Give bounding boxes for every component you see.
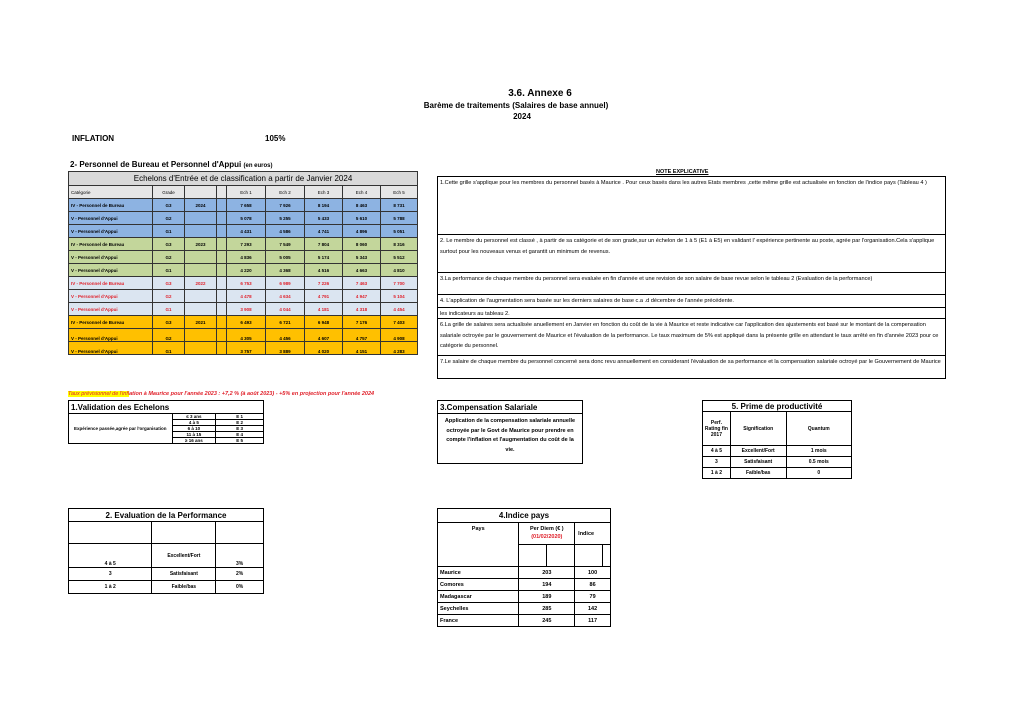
inflation-note-rest: ation à Maurice pour l'année 2023 : +7,2 % (à août 2023) - +5% en projection pour l'année 2024 xyxy=(129,391,375,397)
salary-grid-header-cell: Ech 4 xyxy=(343,186,381,199)
note-item: 4. L'application de l'augmentation sera basée sur les derniers salaires de base c.a .d décembre de l'année précédente. xyxy=(437,294,946,307)
echelon-5-cell: 8 316 xyxy=(381,238,418,251)
indice-pays-table xyxy=(437,508,611,627)
category-cell: IV - Personnel de Bureau xyxy=(69,238,153,251)
echelon-1-cell: 3 908 xyxy=(227,303,266,316)
perdiem-header xyxy=(519,523,575,545)
indice-value: 86 xyxy=(575,579,611,591)
echelon-4-cell: 8 060 xyxy=(343,238,381,251)
inflation-note-highlighted: Taux prévisionnel de l'infl xyxy=(68,391,130,397)
spacer-cell xyxy=(217,290,227,303)
empty-cell xyxy=(519,545,547,567)
inflation-value: 105% xyxy=(265,134,286,143)
prime-row xyxy=(703,468,852,479)
echelon-5-cell: 7 700 xyxy=(381,277,418,290)
prime-signification: Excellent/Fort xyxy=(730,446,786,457)
indice-pays-title: 4.Indice pays xyxy=(438,509,611,523)
year-cell xyxy=(185,329,217,342)
experience-range: ≤ 3 ans xyxy=(172,414,216,420)
echelon-3-cell: 8 194 xyxy=(305,199,343,212)
echelon-1-cell: 7 293 xyxy=(227,238,266,251)
echelon-4-cell: 4 663 xyxy=(343,264,381,277)
echelon-1-cell: 6 753 xyxy=(227,277,266,290)
echelon-1-cell: 4 431 xyxy=(227,225,266,238)
category-cell: IV - Personnel de Bureau xyxy=(69,316,153,329)
grade-cell: G2 xyxy=(153,290,185,303)
echelon-5-cell: 7 403 xyxy=(381,316,418,329)
echelon-2-cell: 6 721 xyxy=(266,316,305,329)
evaluation-rating: 3 xyxy=(69,568,152,581)
evaluation-row xyxy=(69,544,264,568)
prime-quantum: 0 xyxy=(786,468,851,479)
experience-range: 4 à 5 xyxy=(172,420,216,426)
category-cell: V - Personnel d'Appui xyxy=(69,303,153,316)
salary-grid-body xyxy=(69,199,418,355)
perdiem-label: Per Diem (€ ) xyxy=(530,526,564,532)
evaluation-percent: 0% xyxy=(216,581,264,594)
indice-header: Indice xyxy=(575,523,611,545)
echelon-1-cell: 4 220 xyxy=(227,264,266,277)
echelon-1-cell: 4 305 xyxy=(227,329,266,342)
grade-cell: G1 xyxy=(153,225,185,238)
salary-grid-header-cell: Grade xyxy=(153,186,185,199)
echelon-3-cell: 4 516 xyxy=(305,264,343,277)
empty-cell xyxy=(69,522,152,544)
spacer-cell xyxy=(217,199,227,212)
pays-row xyxy=(438,591,611,603)
echelon-value: E 3 xyxy=(216,426,264,432)
category-cell: V - Personnel d'Appui xyxy=(69,342,153,355)
grade-cell: G1 xyxy=(153,303,185,316)
evaluation-percent: 2% xyxy=(216,568,264,581)
year-cell: 2021 xyxy=(185,316,217,329)
salary-grid-header-cell xyxy=(217,186,227,199)
salary-grid-header-cell xyxy=(185,186,217,199)
echelon-value: E 2 xyxy=(216,420,264,426)
pays-row xyxy=(438,615,611,627)
pays-row xyxy=(438,579,611,591)
year-cell xyxy=(185,303,217,316)
salary-grid-header-cell: Catégorie xyxy=(69,186,153,199)
echelon-1-cell: 5 078 xyxy=(227,212,266,225)
section-2-heading: 2- Personnel de Bureau et Personnel d'Appui xyxy=(70,160,242,169)
category-cell: V - Personnel d'Appui xyxy=(69,212,153,225)
salary-grid-row xyxy=(69,290,418,303)
note-explicative-title: NOTE EXPLICATIVE xyxy=(656,169,709,175)
prime-header-quantum: Quantum xyxy=(786,412,851,446)
salary-grid-row xyxy=(69,212,418,225)
echelon-4-cell: 4 757 xyxy=(343,329,381,342)
grade-cell: G2 xyxy=(153,212,185,225)
evaluation-performance-table xyxy=(68,508,264,594)
empty-cell xyxy=(216,522,264,544)
year-cell xyxy=(185,342,217,355)
note-item: 1.Cette grille s'applique pour les membres du personnel basés à Maurice . Pour ceux basés dans les autres Etats membres ,cette même grille est actualisée en fonction de l'indice pays (Tableau 4 ) xyxy=(437,176,946,234)
echelon-3-cell: 5 433 xyxy=(305,212,343,225)
echelon-4-cell: 7 463 xyxy=(343,277,381,290)
salary-grid-row xyxy=(69,199,418,212)
validation-echelons-block xyxy=(68,400,264,444)
echelon-4-cell: 8 463 xyxy=(343,199,381,212)
salary-grid-row xyxy=(69,277,418,290)
pays-name: Comores xyxy=(438,579,519,591)
perdiem-value: 189 xyxy=(519,591,575,603)
perdiem-value: 203 xyxy=(519,567,575,579)
echelon-1-cell: 4 478 xyxy=(227,290,266,303)
experience-label: Expérience passée,agrée par l'organisation xyxy=(69,414,173,444)
echelon-5-cell: 4 283 xyxy=(381,342,418,355)
perdiem-value: 285 xyxy=(519,603,575,615)
echelon-5-cell: 8 731 xyxy=(381,199,418,212)
prime-rating: 1 à 2 xyxy=(703,468,731,479)
echelon-3-cell: 4 020 xyxy=(305,342,343,355)
echelon-value: E 5 xyxy=(216,438,264,444)
category-cell: V - Personnel d'Appui xyxy=(69,251,153,264)
empty-cell xyxy=(603,545,611,567)
section-2-title xyxy=(70,160,273,169)
echelon-3-cell: 4 741 xyxy=(305,225,343,238)
document-title: 3.6. Annexe 6 xyxy=(508,88,572,99)
prime-row xyxy=(703,446,852,457)
echelon-2-cell: 5 255 xyxy=(266,212,305,225)
grade-cell: G2 xyxy=(153,251,185,264)
category-cell: IV - Personnel de Bureau xyxy=(69,199,153,212)
echelon-3-cell: 6 948 xyxy=(305,316,343,329)
echelon-5-cell: 5 104 xyxy=(381,290,418,303)
salary-grid-row xyxy=(69,329,418,342)
echelon-4-cell: 5 343 xyxy=(343,251,381,264)
echelon-2-cell: 7 926 xyxy=(266,199,305,212)
echelon-3-cell: 7 804 xyxy=(305,238,343,251)
spacer-cell xyxy=(217,303,227,316)
year-cell xyxy=(185,290,217,303)
echelon-3-cell: 4 607 xyxy=(305,329,343,342)
year-cell xyxy=(185,225,217,238)
prime-productivite-table xyxy=(702,400,852,479)
year-cell xyxy=(185,212,217,225)
evaluation-signification: Faible/bas xyxy=(152,581,216,594)
salary-grid-header-cell: Ech 2 xyxy=(266,186,305,199)
echelon-3-cell: 5 174 xyxy=(305,251,343,264)
document-year: 2024 xyxy=(513,112,531,121)
year-cell: 2022 xyxy=(185,277,217,290)
perdiem-date: (01/02/2020) xyxy=(531,534,563,540)
category-cell: V - Personnel d'Appui xyxy=(69,290,153,303)
echelon-3-cell: 4 791 xyxy=(305,290,343,303)
year-cell xyxy=(185,251,217,264)
echelon-1-cell: 3 757 xyxy=(227,342,266,355)
spacer-cell xyxy=(217,342,227,355)
prime-rating: 4 à 5 xyxy=(703,446,731,457)
empty-cell xyxy=(152,522,216,544)
evaluation-signification: Excellent/Fort xyxy=(152,544,216,568)
compensation-salariale-block xyxy=(437,400,583,464)
experience-range: 11 à 15 xyxy=(172,432,216,438)
echelon-5-cell: 4 454 xyxy=(381,303,418,316)
pays-row xyxy=(438,603,611,615)
prime-header-signification: Signification xyxy=(730,412,786,446)
echelon-4-cell: 7 176 xyxy=(343,316,381,329)
echelon-2-cell: 7 549 xyxy=(266,238,305,251)
perdiem-value: 245 xyxy=(519,615,575,627)
spacer-cell xyxy=(217,225,227,238)
category-cell: V - Personnel d'Appui xyxy=(69,225,153,238)
echelon-5-cell: 5 051 xyxy=(381,225,418,238)
inflation-forecast-note xyxy=(68,391,374,397)
evaluation-title: 2. Evaluation de la Performance xyxy=(69,509,264,522)
evaluation-rating: 1 à 2 xyxy=(69,581,152,594)
echelon-2-cell: 4 586 xyxy=(266,225,305,238)
grade-cell: G1 xyxy=(153,264,185,277)
pays-name: France xyxy=(438,615,519,627)
spacer-cell xyxy=(217,316,227,329)
grade-cell: G1 xyxy=(153,342,185,355)
prime-title: 5. Prime de productivité xyxy=(703,401,852,412)
pays-name: Maurice xyxy=(438,567,519,579)
grade-cell: G3 xyxy=(153,238,185,251)
evaluation-signification: Satisfaisant xyxy=(152,568,216,581)
echelon-5-cell: 4 810 xyxy=(381,264,418,277)
category-cell: V - Personnel d'Appui xyxy=(69,264,153,277)
pays-header: Pays xyxy=(438,523,519,567)
empty-cell xyxy=(547,545,575,567)
salary-grid-row xyxy=(69,316,418,329)
echelon-5-cell: 5 512 xyxy=(381,251,418,264)
prime-row xyxy=(703,457,852,468)
validation-title: 1.Validation des Echelons xyxy=(68,400,264,413)
evaluation-row xyxy=(69,568,264,581)
salary-grid-header-cell: Ech 1 xyxy=(227,186,266,199)
echelon-5-cell: 4 908 xyxy=(381,329,418,342)
spacer-cell xyxy=(217,277,227,290)
echelon-1-cell: 7 658 xyxy=(227,199,266,212)
salary-grid-title: Echelons d'Entrée et de classification a partir de Janvier 2024 xyxy=(69,172,418,186)
prime-signification: Faible/bas xyxy=(730,468,786,479)
echelon-2-cell: 4 634 xyxy=(266,290,305,303)
pays-name: Seychelles xyxy=(438,603,519,615)
echelon-3-cell: 4 181 xyxy=(305,303,343,316)
spacer-cell xyxy=(217,264,227,277)
echelon-2-cell: 5 005 xyxy=(266,251,305,264)
salary-grid-table xyxy=(68,171,418,355)
grade-cell: G3 xyxy=(153,277,185,290)
prime-signification: Satisfaisant xyxy=(730,457,786,468)
validation-table xyxy=(68,413,264,444)
salary-grid-header-cell: Ech 3 xyxy=(305,186,343,199)
echelon-3-cell: 7 226 xyxy=(305,277,343,290)
spacer-cell xyxy=(217,238,227,251)
document-subtitle: Barème de traitements (Salaires de base annuel) xyxy=(423,101,609,110)
empty-cell xyxy=(575,545,603,567)
salary-grid-row xyxy=(69,303,418,316)
spacer-cell xyxy=(217,212,227,225)
indice-value: 142 xyxy=(575,603,611,615)
year-cell xyxy=(185,264,217,277)
indice-value: 117 xyxy=(575,615,611,627)
echelon-1-cell: 4 836 xyxy=(227,251,266,264)
pays-row xyxy=(438,567,611,579)
perdiem-value: 194 xyxy=(519,579,575,591)
indice-value: 79 xyxy=(575,591,611,603)
inflation-label: INFLATION xyxy=(72,134,115,143)
salary-grid-header-cell: Ech 5 xyxy=(381,186,418,199)
echelon-4-cell: 5 610 xyxy=(343,212,381,225)
salary-grid-row xyxy=(69,238,418,251)
salary-grid-row xyxy=(69,251,418,264)
salary-grid-row xyxy=(69,342,418,355)
spacer-cell xyxy=(217,329,227,342)
echelon-value: E 4 xyxy=(216,432,264,438)
evaluation-rating: 4 à 5 xyxy=(69,544,152,568)
evaluation-row xyxy=(69,581,264,594)
note-item: 2. Le membre du personnel est classé , à partir de sa catégorie et de son grade,sur un échelon de 1 à 5 (E1 à E5) en validant l' expérience pertinente au poste, agrée par l'organisation.Cela s'applique surtout pour les nouveaux venus et garantit un minimum de revenus. xyxy=(437,234,946,272)
note-explicative-list xyxy=(437,176,946,379)
indice-value: 100 xyxy=(575,567,611,579)
category-cell: IV - Personnel de Bureau xyxy=(69,277,153,290)
year-cell: 2024 xyxy=(185,199,217,212)
echelon-2-cell: 4 368 xyxy=(266,264,305,277)
note-item: 3.La performance de chaque membre du personnel sera evaluée en fin d'année et une revision de son salaire de base revue selon le tableau 2 (Evaluation de la performance) xyxy=(437,272,946,294)
echelon-4-cell: 4 151 xyxy=(343,342,381,355)
note-item: 6.La grille de salaires sera actualisée anuellement en Janvier en fonction du coût de la vie à Maurice et reste indicative car l'application des ajustements est basé sur le montant de la compensation salariale octroyée par le gouvernement de Maurice et l'évaluation de la performance. Le taux maximum de 5% est appliqué dans la présente grille en attendant le taux arrêté en fin d'année 2023 pour ce catégorie du personnel. xyxy=(437,318,946,355)
echelon-2-cell: 6 989 xyxy=(266,277,305,290)
experience-range: 6 à 10 xyxy=(172,426,216,432)
note-item: les indicateurs au tableau 2. xyxy=(437,307,946,318)
spacer-cell xyxy=(217,251,227,264)
category-cell: V - Personnel d'Appui xyxy=(69,329,153,342)
grade-cell: G3 xyxy=(153,316,185,329)
echelon-5-cell: 5 788 xyxy=(381,212,418,225)
prime-rating: 3 xyxy=(703,457,731,468)
echelon-2-cell: 4 456 xyxy=(266,329,305,342)
echelon-4-cell: 4 896 xyxy=(343,225,381,238)
grade-cell: G3 xyxy=(153,199,185,212)
year-cell: 2023 xyxy=(185,238,217,251)
echelon-4-cell: 4 947 xyxy=(343,290,381,303)
section-2-unit: (en euros) xyxy=(243,163,273,169)
salary-grid-row xyxy=(69,225,418,238)
echelon-1-cell: 6 493 xyxy=(227,316,266,329)
echelon-4-cell: 4 318 xyxy=(343,303,381,316)
salary-grid-header-row xyxy=(69,186,418,199)
echelon-2-cell: 4 044 xyxy=(266,303,305,316)
compensation-title: 3.Compensation Salariale xyxy=(438,401,582,414)
echelon-value: E 1 xyxy=(216,414,264,420)
experience-range: ≥ 16 ans xyxy=(172,438,216,444)
prime-quantum: 1 mois xyxy=(786,446,851,457)
echelon-2-cell: 3 889 xyxy=(266,342,305,355)
pays-name: Madagascar xyxy=(438,591,519,603)
note-item: 7.Le salaire de chaque membre du personnel concerné sera donc revu annuellement en considerant l'évaluation de sa performance et la compensation salariale octroyé par le Gouvernement de Maurice xyxy=(437,355,946,379)
salary-grid-row xyxy=(69,264,418,277)
evaluation-percent: 3% xyxy=(216,544,264,568)
prime-header-rating: Perf. Rating fin 2017 xyxy=(703,412,731,446)
grade-cell: G2 xyxy=(153,329,185,342)
compensation-text: Application de la compensation salariale annuelle octroyée par le Govt de Maurice pour prendre en compte l'inflation et l'augmentation du coût de la vie. xyxy=(444,418,576,453)
prime-quantum: 0.5 mois xyxy=(786,457,851,468)
